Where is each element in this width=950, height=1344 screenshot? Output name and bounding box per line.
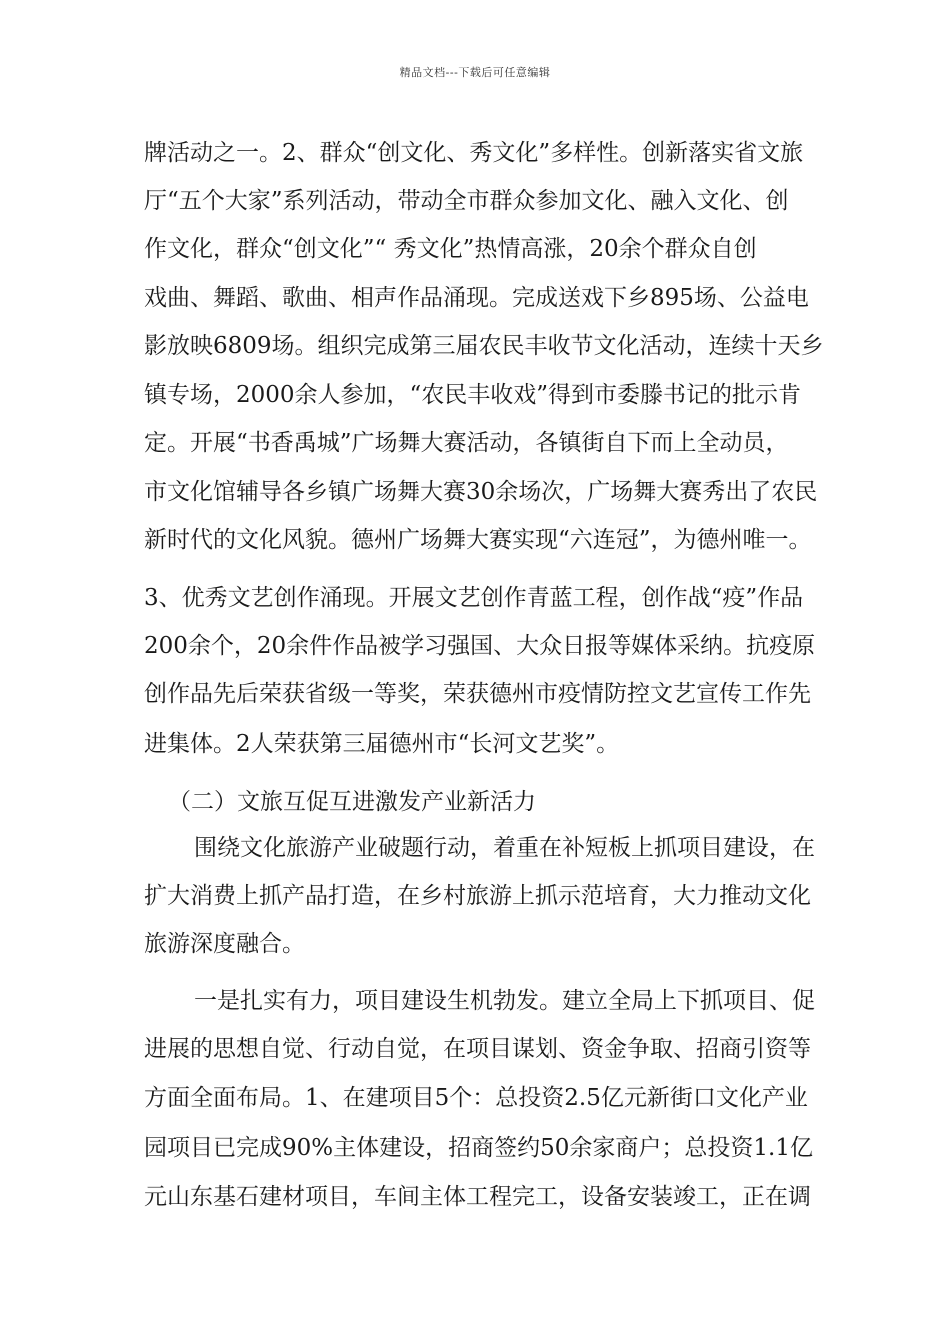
text-line-18: 一是扎实有力，项目建设生机勃发。建立全局上下抓项目、促 (194, 988, 815, 1014)
text-line-6: 镇专场，2000余人参加，“农民丰收戏”得到市委滕书记的批示肯 (144, 382, 802, 408)
text-line-22: 元山东基石建材项目，车间主体工程完工，设备安装竣工，正在调 (144, 1184, 811, 1210)
text-line-3: 作文化，群众“创文化”“ 秀文化”热情高涨，20余个群众自创 (144, 236, 757, 262)
text-line-10: 3、优秀文艺创作涌现。开展文艺创作青蓝工程，创作战“疫”作品 (144, 585, 804, 611)
text-line-16: 扩大消费上抓产品打造，在乡村旅游上抓示范培育，大力推动文化 (144, 883, 811, 909)
text-line-19: 进展的思想自觉、行动自觉，在项目谋划、资金争取、招商引资等 (144, 1036, 811, 1062)
text-line-15: 围绕文化旅游产业破题行动，着重在补短板上抓项目建设，在 (194, 835, 815, 861)
text-line-4: 戏曲、舞蹈、歌曲、相声作品涌现。完成送戏下乡895场、公益电 (144, 285, 809, 311)
text-line-8: 市文化馆辅导各乡镇广场舞大赛30余场次，广场舞大赛秀出了农民 (144, 479, 818, 505)
text-line-5: 影放映6809场。组织完成第三届农民丰收节文化活动，连续十天乡 (144, 333, 824, 359)
page-header: 精品文档---下载后可任意编辑 (399, 66, 551, 79)
text-line-9: 新时代的文化风貌。德州广场舞大赛实现“六连冠”，为德州唯一。 (144, 527, 812, 553)
text-line-2: 厅“五个大家”系列活动，带动全市群众参加文化、融入文化、创 (144, 188, 789, 214)
text-line-20: 方面全面布局。1、在建项目5个：总投资2.5亿元新街口文化产业 (144, 1085, 808, 1111)
text-line-17: 旅游深度融合。 (144, 931, 305, 957)
text-line-1: 牌活动之一。2、群众“创文化、秀文化”多样性。创新落实省文旅 (144, 140, 804, 166)
text-line-12: 创作品先后荣获省级一等奖，荣获德州市疫情防控文艺宣传工作先 (144, 681, 811, 707)
text-line-13: 进集体。2人荣获第三届德州市“长河文艺奖”。 (144, 731, 620, 757)
section-heading: （二）文旅互促互进激发产业新活力 (168, 789, 536, 815)
text-line-7: 定。开展“书香禹城”广场舞大赛活动，各镇街自下而上全动员， (144, 430, 789, 456)
text-line-11: 200余个，20余件作品被学习强国、大众日报等媒体采纳。抗疫原 (144, 633, 816, 659)
text-line-21: 园项目已完成90%主体建设，招商签约50余家商户；总投资1.1亿 (144, 1135, 813, 1161)
